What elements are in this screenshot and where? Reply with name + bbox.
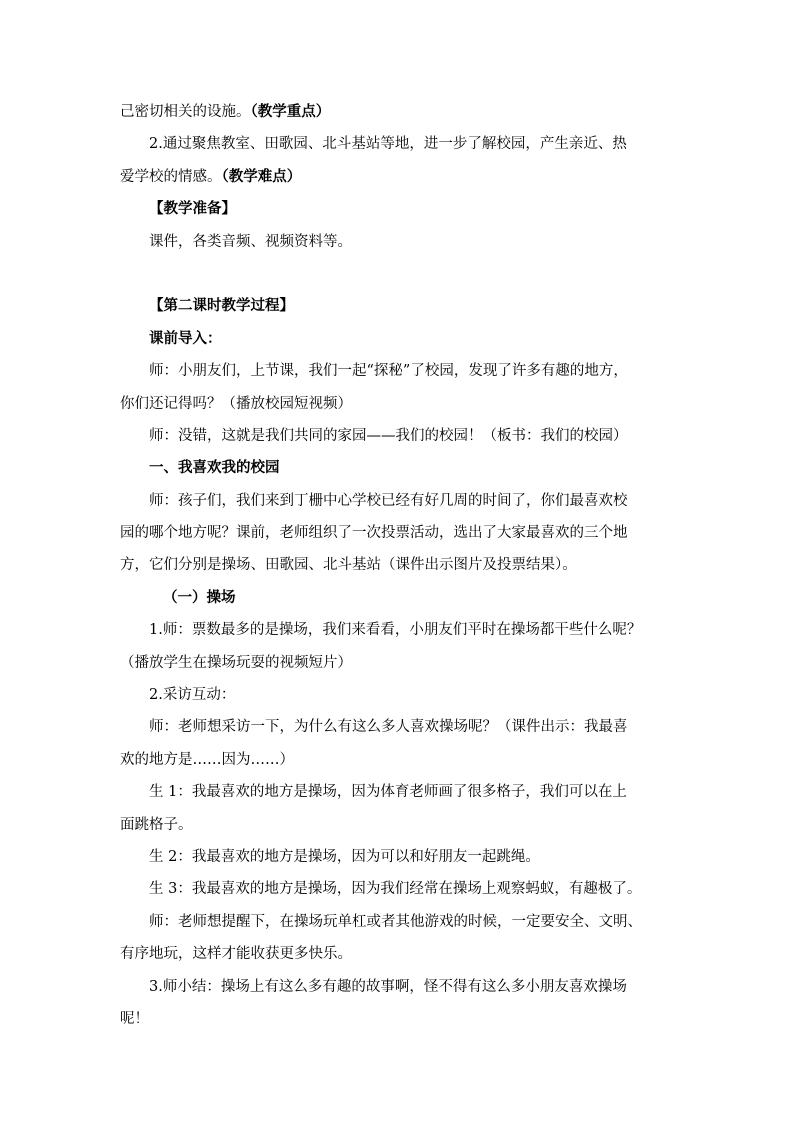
paragraph-line xyxy=(120,873,676,905)
text: 面跳格子。 xyxy=(120,816,193,833)
paragraph-line xyxy=(120,355,676,387)
paragraph-line xyxy=(120,1003,676,1035)
paragraph-line xyxy=(120,906,676,938)
text: 呢！ xyxy=(120,1010,149,1027)
text: 生 1：我最喜欢的地方是操场，因为体育老师画了很多格子，我们可以在上 xyxy=(149,784,627,801)
paragraph-line xyxy=(120,388,676,420)
bold-text: （教学难点） xyxy=(221,167,302,185)
paragraph-line xyxy=(120,485,676,517)
subsection-heading xyxy=(120,582,676,614)
bold-text: 课前导入： xyxy=(149,329,222,347)
section-heading xyxy=(120,452,676,484)
paragraph-line xyxy=(120,744,676,776)
text: 师：孩子们，我们来到丁栅中心学校已经有好几周的时间了，你们最喜欢校 xyxy=(149,492,628,509)
bold-text: （教学重点） xyxy=(250,103,331,120)
text: 你们还记得吗？（播放校园短视频） xyxy=(120,395,352,412)
paragraph-line xyxy=(120,128,676,160)
text: 园的哪个地方呢？课前，老师组织了一次投票活动，选出了大家最喜欢的三个地 xyxy=(120,525,628,542)
text: 课件，各类音频、视频资料等。 xyxy=(149,233,352,250)
bold-text: 【第二课时教学过程】 xyxy=(149,297,294,315)
text: 有序地玩，这样才能收获更多快乐。 xyxy=(120,946,352,963)
paragraph-line xyxy=(120,938,676,970)
text: 爱学校的情感。 xyxy=(120,168,222,185)
paragraph-line xyxy=(120,679,676,711)
text: 师：没错，这就是我们共同的家园——我们的校园！（板书：我们的校园） xyxy=(149,427,628,444)
paragraph-line xyxy=(120,809,676,841)
paragraph-line xyxy=(120,161,676,193)
paragraph-line xyxy=(120,776,676,808)
text: 3.师小结：操场上有这么多有趣的故事啊，怪不得有这么多小朋友喜欢操场 xyxy=(149,978,627,995)
paragraph-line xyxy=(120,614,676,646)
paragraph-line xyxy=(120,711,676,743)
blank-line xyxy=(120,258,676,290)
bold-text: （一）操场 xyxy=(163,588,236,606)
text: 2.采访互动： xyxy=(149,687,236,704)
text: 方，它们分别是操场、田歌园、北斗基站（课件出示图片及投票结果）。 xyxy=(120,557,577,574)
bold-text: 【教学准备】 xyxy=(149,200,236,218)
text: 师：老师想采访一下，为什么有这么多人喜欢操场呢？（课件出示：我最喜 xyxy=(149,719,628,736)
text: 己密切相关的设施。 xyxy=(120,104,251,120)
text: 生 3：我最喜欢的地方是操场，因为我们经常在操场上观察蚂蚁，有趣极了。 xyxy=(149,881,642,898)
text: 1.师：票数最多的是操场，我们来看看，小朋友们平时在操场都干些什么呢？ xyxy=(149,622,642,639)
paragraph-line xyxy=(120,549,676,581)
paragraph-line xyxy=(120,971,676,1003)
paragraph-line xyxy=(120,647,676,679)
paragraph-line xyxy=(120,420,676,452)
paragraph-line xyxy=(120,96,676,128)
section-heading xyxy=(120,290,676,322)
bold-text: 一、我喜欢我的校园 xyxy=(149,459,280,477)
text: 生 2：我最喜欢的地方是操场，因为可以和好朋友一起跳绳。 xyxy=(149,848,540,865)
paragraph-line xyxy=(120,841,676,873)
text: 2.通过聚焦教室、田歌园、北斗基站等地，进一步了解校园，产生亲近、热 xyxy=(149,136,627,153)
text: 欢的地方是……因为……） xyxy=(120,751,294,768)
paragraph-line xyxy=(120,226,676,258)
text: 师：小朋友们，上节课，我们一起“探秘”了校园，发现了许多有趣的地方， xyxy=(149,363,628,380)
document-page xyxy=(120,96,676,1035)
subsection-heading xyxy=(120,323,676,355)
text: 师：老师想提醒下，在操场玩单杠或者其他游戏的时候，一定要安全、文明、 xyxy=(149,913,642,930)
text: （播放学生在操场玩耍的视频短片） xyxy=(120,654,352,671)
section-heading xyxy=(120,193,676,225)
paragraph-line xyxy=(120,517,676,549)
